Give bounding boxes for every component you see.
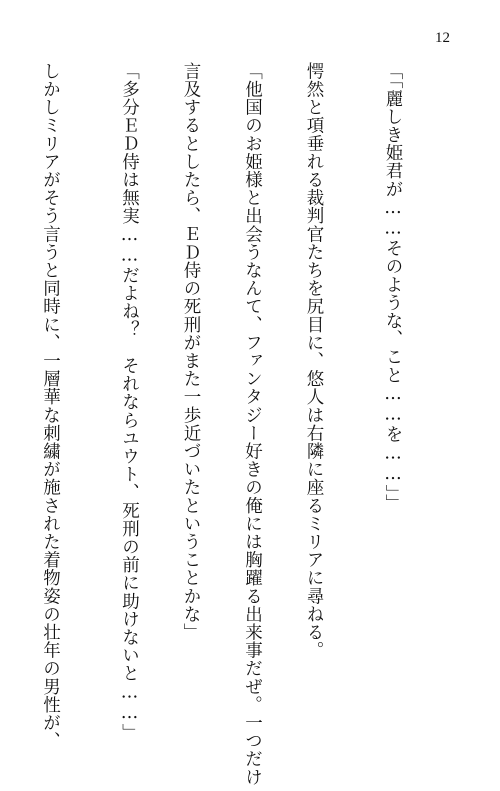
page-number: 12 — [435, 30, 450, 46]
body-text — [0, 62, 444, 786]
text-line: 「「麗しき姫君が……そのような、こと……を……」」 — [383, 62, 403, 512]
text-line: 言及するとしたら、ＥＤ侍の死刑がまた一歩近づいたということかな」 — [181, 62, 201, 642]
text-line: 「多分ＥＤ侍は無実……だよね？ それならユウト、死刑の前に助けないと……」 — [119, 62, 140, 742]
text-line: しかしミリアがそう言うと同時に、一層華な刺繍が施された着物姿の壮年の男性が、 — [40, 62, 61, 750]
text-line: 「他国のお姫様と出会うなんて、ファンタジー好きの俺には胸躍る出来事だぜ。一つだけ — [242, 62, 263, 786]
text-line: 愕然と項垂れる裁判官たちを尻目に、悠人は右隣に座るミリアに尋ねる。 — [304, 62, 324, 660]
